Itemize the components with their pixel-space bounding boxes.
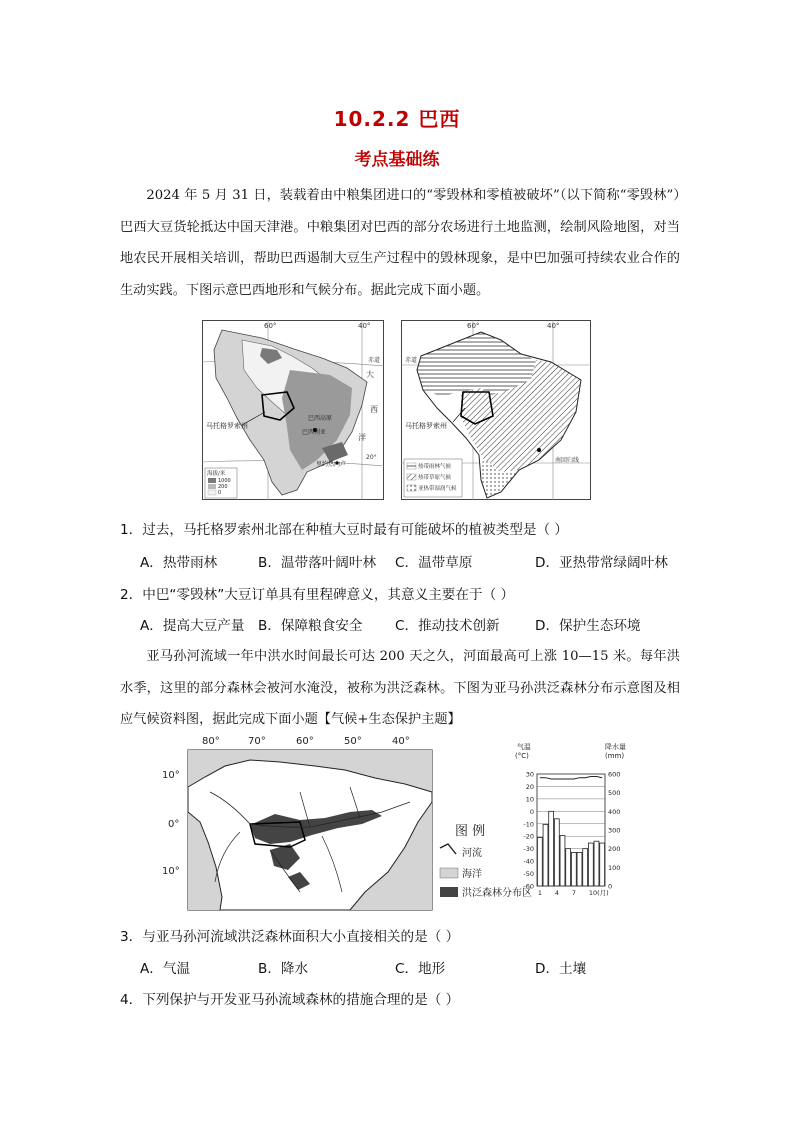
map2-mato-grosso: 马托格罗索州 (405, 422, 447, 430)
page-title: 10.2.2 巴西 (333, 107, 461, 131)
map1-lon-40: 40° (358, 322, 371, 330)
chart-left-tick-label: 10 (525, 795, 534, 804)
map1-legend-0: 0 (218, 490, 222, 496)
chart-left-tick-label: -20 (523, 832, 534, 841)
map1-legend-200: 200 (218, 484, 228, 490)
map1-lat-20: 20° (366, 454, 377, 461)
map1-brasilia: 巴西利亚 (302, 429, 327, 436)
map1-place-yang: 洋 (358, 433, 366, 442)
map3-legend-ocean: 海洋 (462, 869, 482, 880)
q1-option-c[interactable]: C．温带草原 (395, 555, 473, 571)
map1-place-xi: 西 (370, 405, 378, 414)
map2-lon-60: 60° (467, 322, 480, 330)
chart-right-tick-label: 300 (608, 826, 621, 835)
chart-right-tick-label: 400 (608, 807, 621, 816)
map1-equator: 赤道 (368, 357, 381, 364)
chart-right-tick-label: 0 (608, 882, 613, 891)
precipitation-bar (537, 837, 542, 886)
q3-option-c[interactable]: C．地形 (395, 961, 446, 977)
map2-lon-40: 40° (547, 322, 560, 330)
map3-legend-river: 河流 (462, 848, 482, 859)
question-3-stem: 3．与亚马孙河流域洪泛森林面积大小直接相关的是（ ） (120, 929, 460, 945)
passage-1: 2024 年 5 月 31 日，装载着由中粮集团进口的“零毁林和零植被破坏”（以下简称“零毁林”）巴西大豆货轮抵达中国天津港。中粮集团对巴西的部分农场进行土地监测，绘制风险地图，对当地农民开展相关培训，帮助巴西遏制大豆生产过程中的毁林现象，是中巴加强可持续农业合作的生动实践。下图示意巴西地形和气候分布。据此完成下面小题。 (120, 188, 680, 298)
q1-option-b[interactable]: B．温带落叶阔叶林 (258, 555, 377, 571)
chart-left-tick-label: -60 (523, 882, 534, 891)
q3-option-a[interactable]: A．气温 (140, 961, 191, 977)
question-2-stem: 2．中巴“零毁林”大豆订单具有里程碑意义，其意义主要在于（ ） (120, 587, 515, 603)
map1-legend-1000: 1000 (218, 478, 231, 484)
passage-2: 亚马孙河流域一年中洪水时间最长可达 200 天之久，河面最高可上涨 10—15 米。每年洪水季，这里的部分森林会被河水淹没，被称为洪泛森林。下图为亚马孙洪泛森林分布示意图及相应气候资料图，据此完成下面小题【气候+生态保护主题】 (120, 649, 680, 727)
chart-left-tick-label: 30 (525, 770, 534, 779)
ocean-legend-icon (440, 868, 458, 878)
map3-legend-flood-forest: 洪泛森林分布区 (462, 888, 532, 899)
map3-lat-10s: 10° (162, 866, 180, 877)
map3-legend-title: 图 例 (455, 824, 486, 839)
map1-brazil-plateau: 巴西高原 (308, 415, 333, 422)
map2-legend-subtropical: 亚热带湿润气候 (418, 486, 457, 492)
chart-right-tick-label: 100 (608, 863, 621, 872)
page-subtitle: 考点基础练 (354, 150, 440, 170)
chart-x-tick-label: 10(月) (588, 889, 609, 897)
q2-option-b[interactable]: B．保障粮食安全 (258, 618, 363, 634)
brazil-terrain-map (202, 320, 384, 500)
precipitation-bar (549, 811, 554, 886)
precipitation-bar (560, 836, 565, 886)
chart-right-title-1: 降水量 (605, 743, 626, 751)
precipitation-bar (577, 852, 582, 886)
map1-legend-title: 海拔/米 (207, 471, 226, 477)
chart-right-title-2: (mm) (605, 752, 625, 760)
chart-left-tick-label: -50 (523, 870, 534, 879)
q2-option-a[interactable]: A．提高大豆产量 (140, 618, 245, 634)
q3-option-d[interactable]: D．土壤 (535, 961, 587, 977)
brazil-climate-map (401, 320, 591, 500)
chart-left-tick-label: -30 (523, 845, 534, 854)
chart-left-title-2: (°C) (515, 752, 529, 760)
map1-rio: 里约热内卢 (316, 461, 347, 468)
question-4-stem: 4．下列保护与开发亚马孙流域森林的措施合理的是（ ） (120, 992, 460, 1008)
precipitation-bar (571, 852, 576, 886)
map1-mato-grosso: 马托格罗索州 (206, 422, 248, 430)
map3-lon-60: 60° (296, 736, 314, 747)
river-legend-icon (440, 844, 456, 854)
map1-place-da: 大 (366, 370, 374, 379)
precipitation-bar (554, 819, 559, 886)
chart-left-tick-label: -10 (523, 820, 534, 829)
precipitation-bar (588, 843, 593, 886)
chart-left-tick-label: -40 (523, 857, 534, 866)
chart-right-tick-label: 500 (608, 789, 621, 798)
chart-right-tick-label: 600 (608, 770, 621, 779)
chart-right-tick-label: 200 (608, 845, 621, 854)
precipitation-bar (583, 849, 588, 886)
map3-lon-40: 40° (392, 736, 410, 747)
precipitation-bar (543, 824, 548, 886)
map1-lon-60: 60° (264, 322, 277, 330)
map3-lat-0: 0° (168, 819, 180, 830)
chart-x-tick-label: 1 (537, 889, 542, 897)
chart-left-title-1: 气温 (517, 743, 531, 751)
flood-forest-legend-icon (440, 887, 458, 897)
precipitation-bar (566, 849, 571, 886)
q1-option-d[interactable]: D．亚热带常绿阔叶林 (535, 555, 668, 571)
map3-lon-50: 50° (344, 736, 362, 747)
q1-option-a[interactable]: A．热带雨林 (140, 555, 218, 571)
precipitation-bar (600, 843, 605, 886)
question-1-stem: 1．过去，马托格罗索州北部在种植大豆时最有可能破坏的植被类型是（ ） (120, 522, 568, 538)
map2-tropic: 南回归线 (555, 457, 580, 464)
precipitation-bar (594, 841, 599, 886)
map3-lon-80: 80° (202, 736, 220, 747)
map3-lon-70: 70° (248, 736, 266, 747)
map2-legend-savanna: 热带草原气候 (418, 475, 452, 481)
map2-legend-rainforest: 热带雨林气候 (418, 464, 452, 470)
q2-option-c[interactable]: C．推动技术创新 (395, 618, 500, 634)
chart-x-tick-label: 4 (554, 889, 559, 897)
map2-equator: 赤道 (405, 357, 418, 364)
map3-lat-10n: 10° (162, 770, 180, 781)
chart-x-tick-label: 7 (571, 889, 576, 897)
chart-left-tick-label: 20 (525, 782, 534, 791)
chart-left-tick-label: 0 (529, 807, 534, 816)
q3-option-b[interactable]: B．降水 (258, 961, 309, 977)
climate-chart (505, 740, 645, 900)
q2-option-d[interactable]: D．保护生态环境 (535, 618, 641, 634)
